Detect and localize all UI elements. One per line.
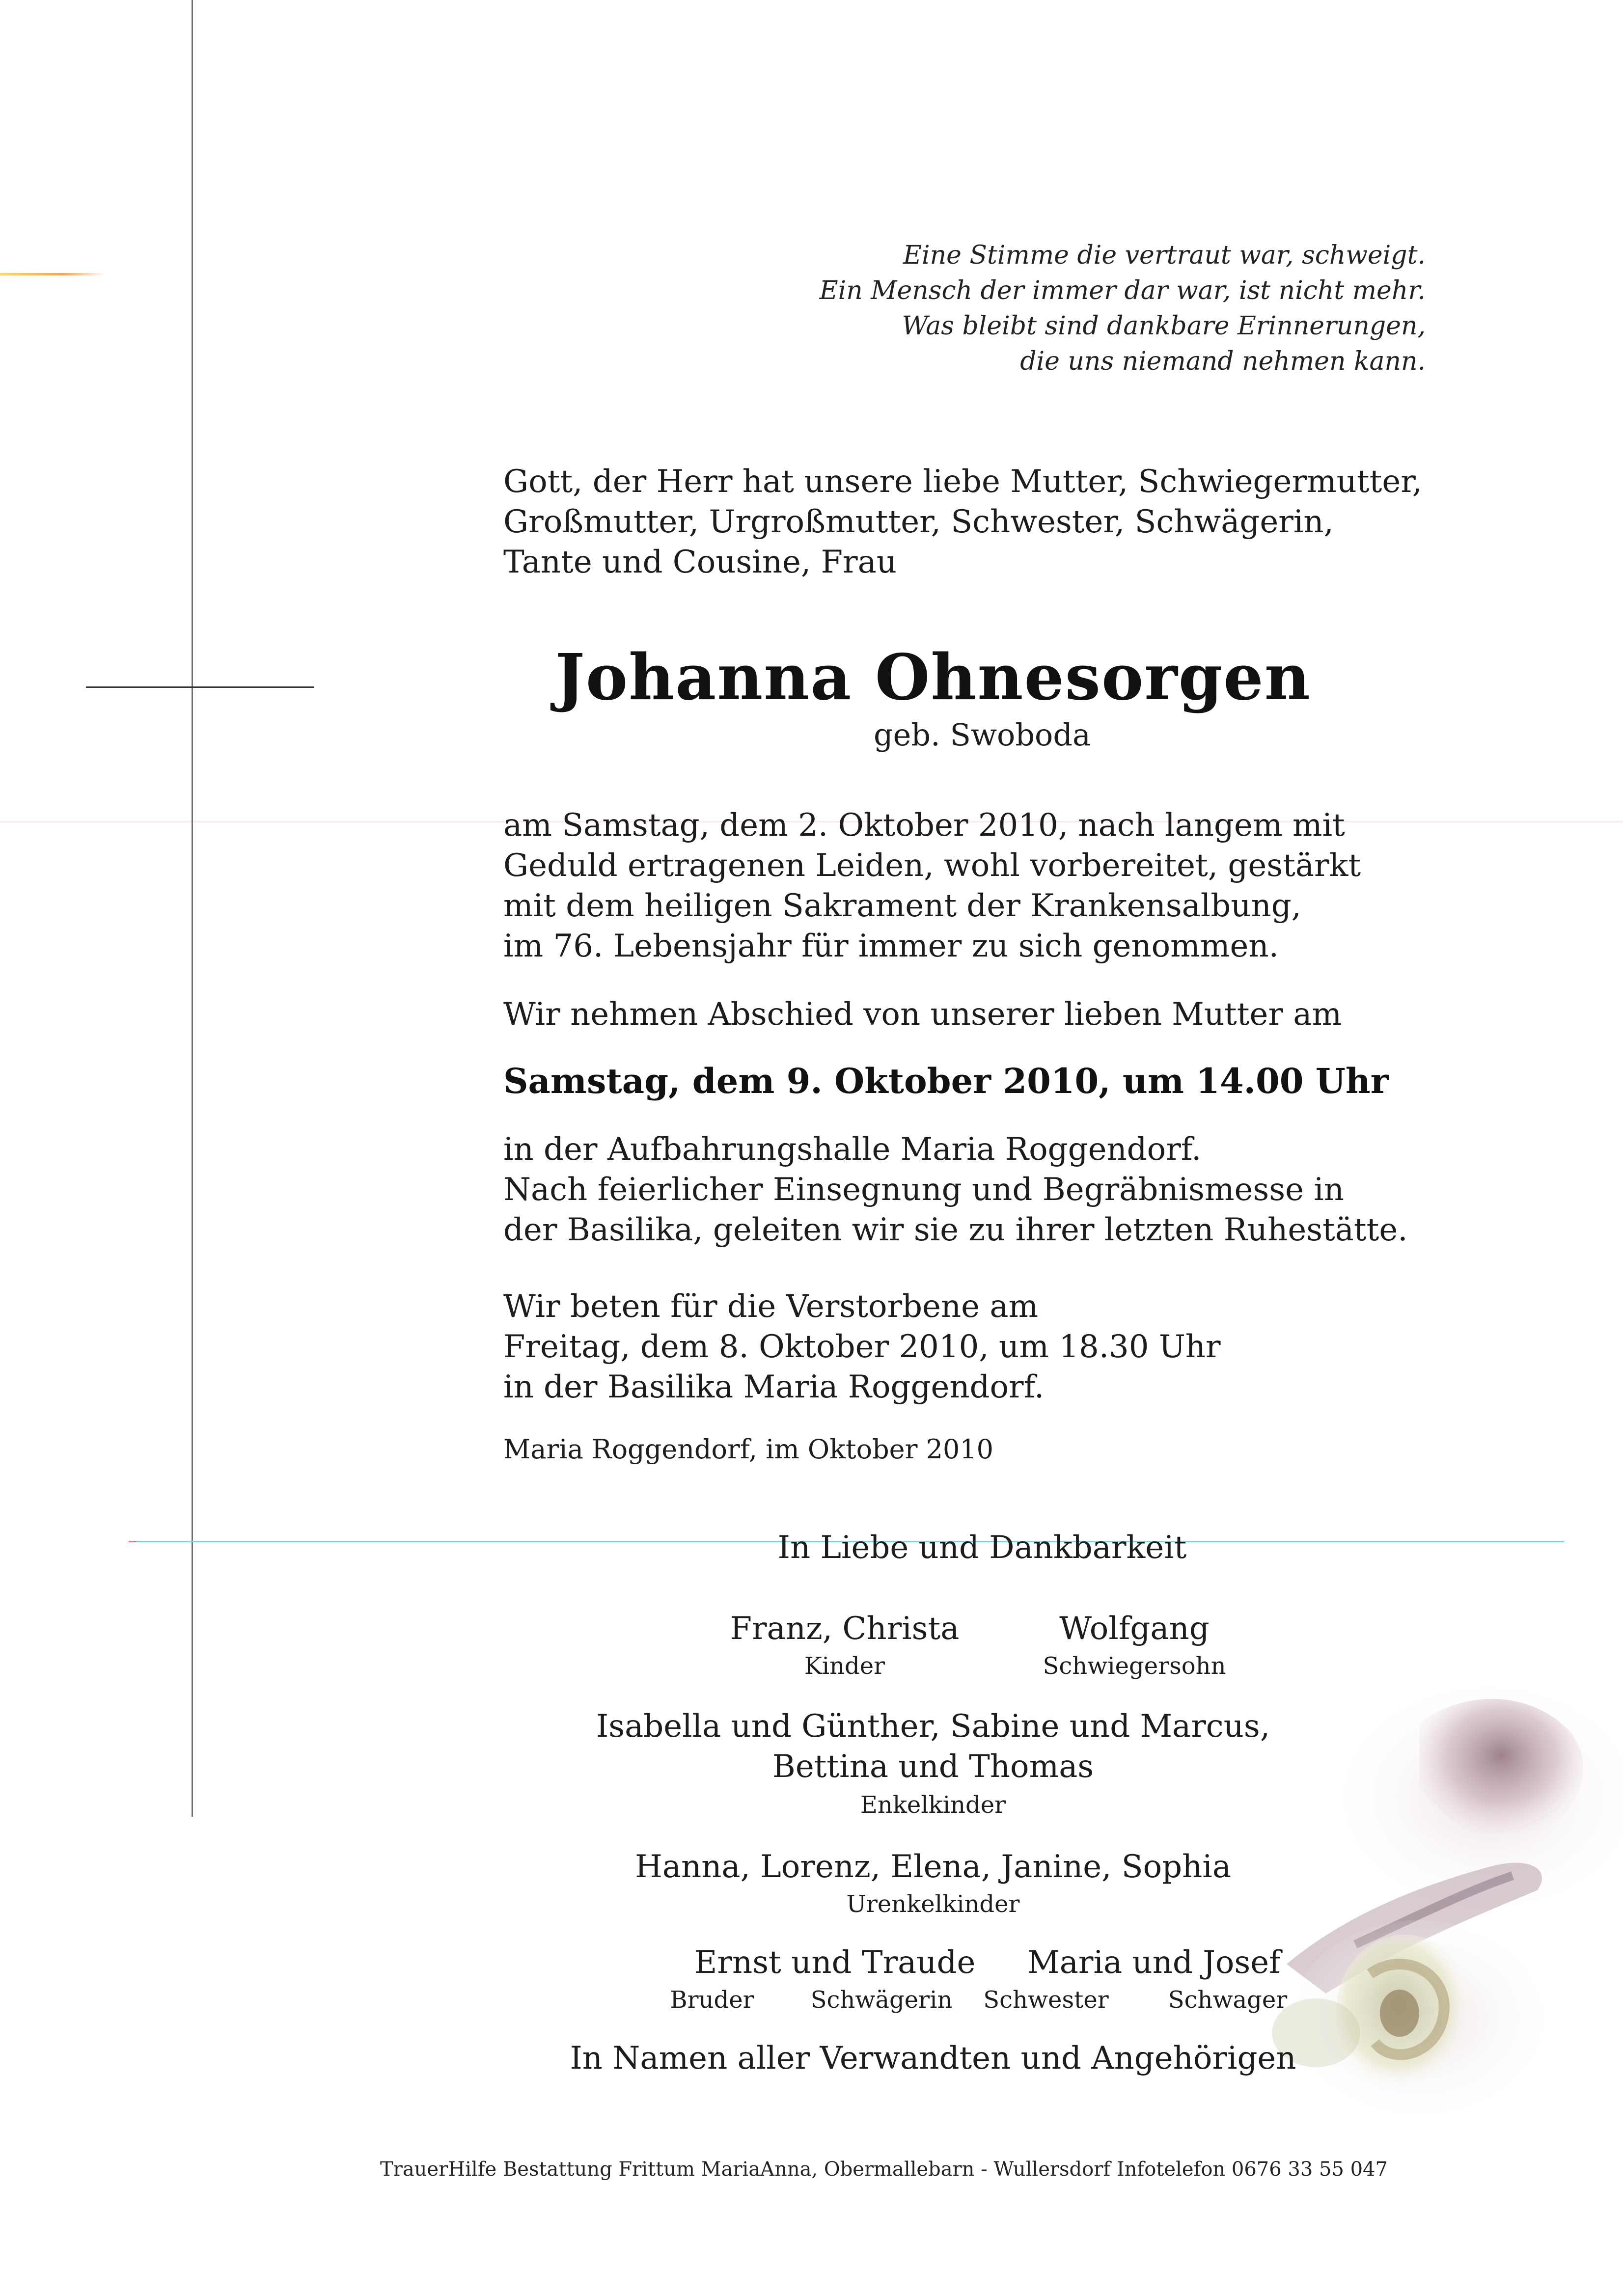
ceremony-line: der Basilika, geleiten wir sie zu ihrer letzten Ruhestätte. — [503, 1212, 1408, 1248]
passing-line: mit dem heiligen Sakrament der Krankensalbung, — [503, 888, 1301, 924]
motto-line: Was bleibt sind dankbare Erinnerungen, — [902, 311, 1426, 341]
sibling-role: Schwager — [1168, 1986, 1288, 2014]
motto-line: Eine Stimme die vertraut war, schweigt. — [903, 241, 1426, 270]
prayer-line: in der Basilika Maria Roggendorf. — [503, 1369, 1045, 1405]
intro-line: Tante und Cousine, Frau — [503, 544, 897, 580]
children-names: Franz, Christa — [730, 1611, 960, 1647]
passing-line: Geduld ertragenen Leiden, wohl vorbereitet, gestärkt — [503, 847, 1361, 884]
ceremony-line: in der Aufbahrungshalle Maria Roggendorf. — [503, 1131, 1202, 1168]
great-grandchildren-role: Urenkelkinder — [846, 1890, 1020, 1918]
sibling-role: Schwägerin — [810, 1986, 953, 2014]
grandchildren-role: Enkelkinder — [860, 1791, 1006, 1819]
deceased-name: Johanna Ohnesorgen — [555, 641, 1311, 714]
sibling-role: Schwester — [983, 1986, 1109, 2014]
prayer-text — [503, 1286, 1221, 1407]
grandchildren-line: Bettina und Thomas — [772, 1749, 1094, 1785]
intro-line: Gott, der Herr hat unsere liebe Mutter, Schwiegermutter, — [503, 464, 1423, 500]
ceremony-line: Nach feierlicher Einsegnung und Begräbnismesse in — [503, 1172, 1344, 1208]
color-mark — [0, 273, 106, 275]
intro-line: Großmutter, Urgroßmutter, Schwester, Schwägerin, — [503, 504, 1334, 540]
margin-rule — [192, 0, 193, 1817]
farewell-text: Wir nehmen Abschied von unserer lieben Mutter am — [503, 996, 1342, 1033]
siblings-pair-1: Ernst und Traude — [694, 1944, 976, 1981]
funeral-home-footer: TrauerHilfe Bestattung Frittum MariaAnna, Obermallebarn - Wullersdorf Infotelefon 0676 33 55 047 — [380, 2158, 1388, 2181]
passing-line: am Samstag, dem 2. Oktober 2010, nach langem mit — [503, 807, 1345, 844]
motto-line: Ein Mensch der immer dar war, ist nicht mehr. — [819, 276, 1426, 305]
grandchildren-names — [540, 1706, 1326, 1787]
son-in-law-name: Wolfgang — [1059, 1611, 1210, 1647]
passing-text — [503, 805, 1361, 966]
mourners-heading: In Liebe und Dankbarkeit — [777, 1530, 1187, 1566]
ceremony-text — [503, 1129, 1408, 1250]
motto-line: die uns niemand nehmen kann. — [1020, 347, 1426, 376]
siblings-pair-2: Maria und Josef — [1027, 1944, 1281, 1981]
place-date: Maria Roggendorf, im Oktober 2010 — [503, 1434, 994, 1465]
closing-line: In Namen aller Verwandten und Angehörigen — [570, 2040, 1296, 2077]
funeral-date: Samstag, dem 9. Oktober 2010, um 14.00 Uhr — [503, 1061, 1389, 1101]
prayer-line: Freitag, dem 8. Oktober 2010, um 18.30 Uhr — [503, 1329, 1221, 1365]
children-role: Kinder — [804, 1652, 885, 1680]
sibling-role: Bruder — [670, 1986, 754, 2014]
prayer-line: Wir beten für die Verstorbene am — [503, 1288, 1039, 1325]
great-grandchildren-names: Hanna, Lorenz, Elena, Janine, Sophia — [635, 1849, 1231, 1885]
passing-line: im 76. Lebensjahr für immer zu sich genommen. — [503, 928, 1279, 964]
announcement-intro — [503, 462, 1422, 582]
son-in-law-role: Schwiegersohn — [1043, 1652, 1226, 1680]
grandchildren-line: Isabella und Günther, Sabine und Marcus, — [596, 1708, 1270, 1745]
motto — [542, 238, 1426, 379]
fold-mark — [86, 686, 314, 688]
cut-tick — [129, 1541, 137, 1542]
maiden-name: geb. Swoboda — [873, 717, 1091, 753]
